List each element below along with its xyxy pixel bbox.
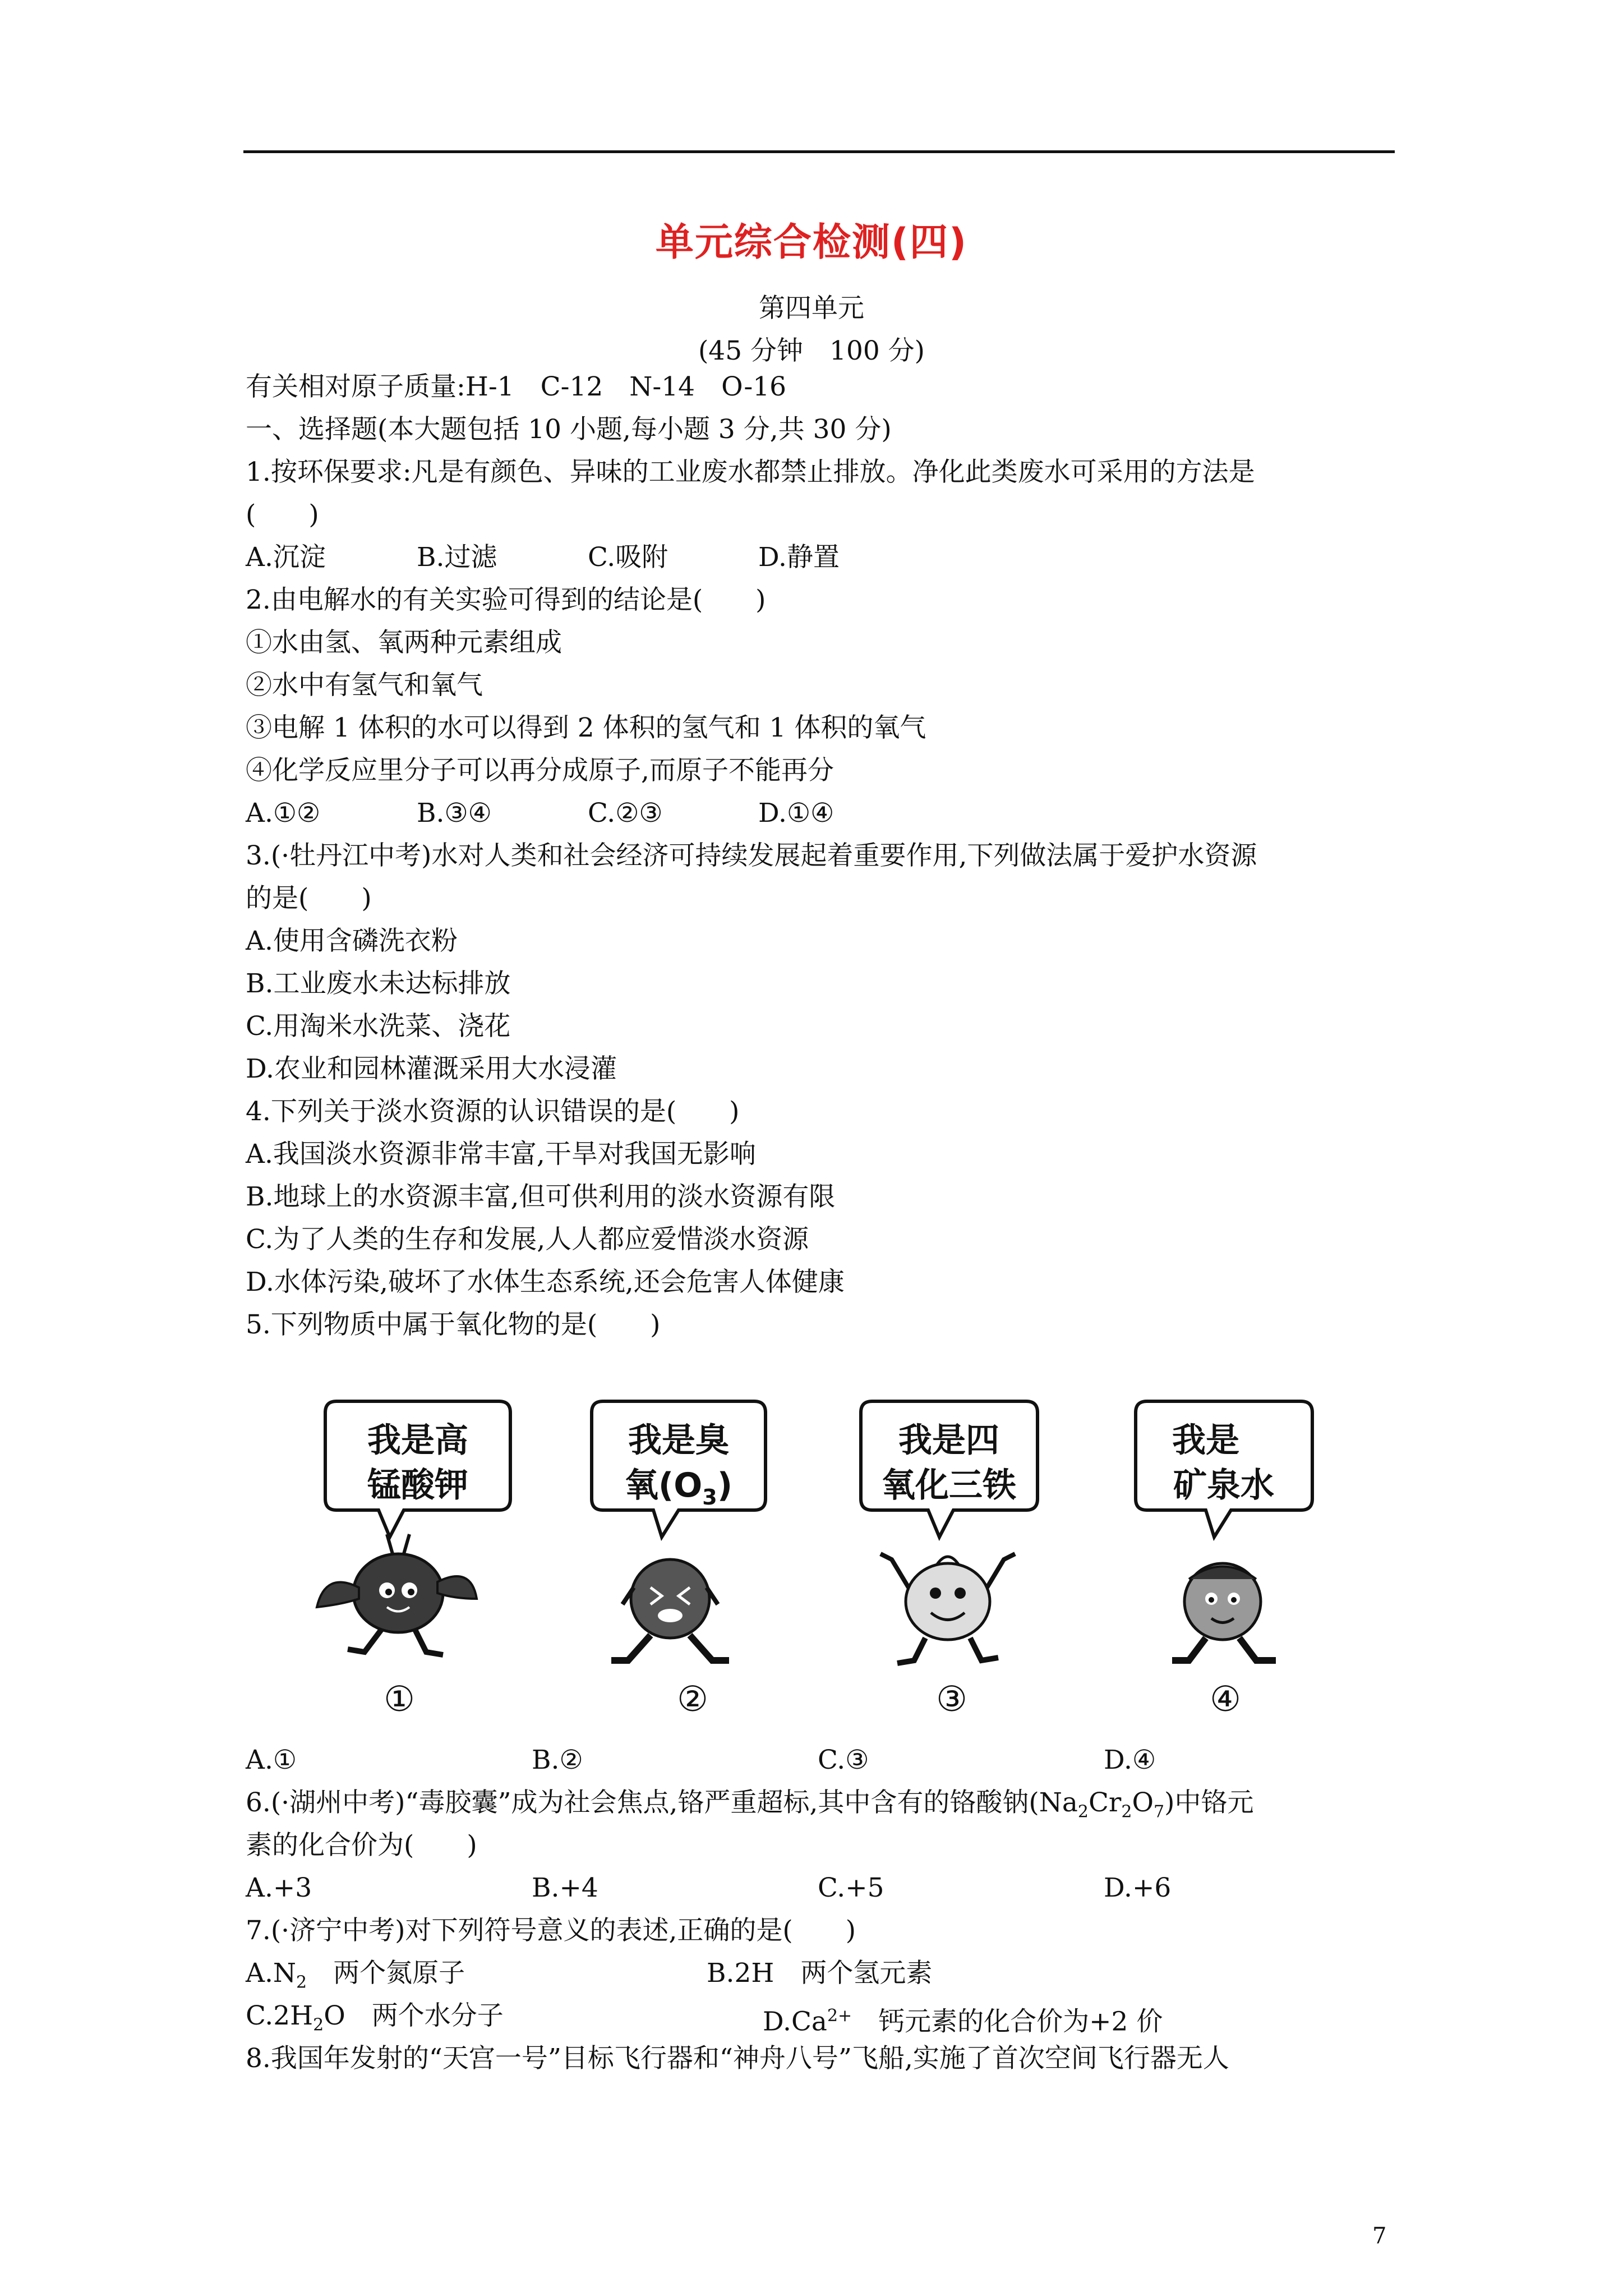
figure-label-1: ① — [384, 1678, 415, 1719]
q6-stem-line1: 6.(·湖州中考)“毒胶囊”成为社会焦点,铬严重超标,其中含有的铬酸钠$(Na_2Cr_2O_7)$中铬元 — [246, 1787, 1254, 1822]
bubble-3-line2: 氧化三铁 — [882, 1466, 1016, 1505]
section-heading: 一、选择题(本大题包括 10 小题,每小题 3 分,共 30 分) — [246, 414, 892, 445]
q2-statement-3: ③电解 1 体积的水可以得到 2 体积的氢气和 1 体积的氧气 — [246, 712, 926, 743]
bubble-3-line1: 我是四 — [898, 1421, 999, 1460]
unit-label: 第四单元 — [759, 293, 864, 324]
q5-option-b: B.② — [532, 1745, 583, 1775]
q3-stem-line1: 3.(·牡丹江中考)水对人类和社会经济可持续发展起着重要作用,下列做法属于爱护水资源 — [246, 840, 1257, 871]
q7-option-b: B.2H 两个氢元素 — [707, 1958, 933, 1989]
q6-option-c: C.+5 — [818, 1872, 884, 1903]
q4-option-b: B.地球上的水资源丰富,但可供利用的淡水资源有限 — [246, 1181, 836, 1212]
q6-option-b: B.+4 — [532, 1872, 598, 1903]
q5-option-c: C.③ — [818, 1745, 869, 1775]
q1-blank: ( ) — [246, 499, 319, 530]
q5-option-d: D.④ — [1104, 1745, 1156, 1775]
q3-option-d: D.农业和园林灌溉采用大水浸灌 — [246, 1053, 617, 1084]
q6-option-d: D.+6 — [1104, 1872, 1172, 1903]
bubble-4-line2: 矿泉水 — [1173, 1466, 1274, 1505]
q1-option-d: D.静置 — [758, 542, 840, 573]
figure-label-4: ④ — [1210, 1678, 1241, 1719]
q8-stem: 8.我国年发射的“天宫一号”目标飞行器和“神舟八号”飞船,实施了首次空间飞行器无人 — [246, 2043, 1229, 2074]
character-1-icon — [317, 1534, 477, 1655]
character-4-icon — [1172, 1563, 1276, 1660]
q3-option-a: A.使用含磷洗衣粉 — [246, 926, 458, 956]
q2-option-a: A.①② — [246, 798, 321, 829]
q7-option-c: $C.2H_2O$ 两个水分子 — [246, 2000, 504, 2035]
bubble-2-line2: 氧$(O_3)$ — [624, 1466, 733, 1510]
bubble-1-line2: 锰酸钾 — [367, 1466, 468, 1505]
q4-option-c: C.为了人类的生存和发展,人人都应爱惜淡水资源 — [246, 1224, 809, 1255]
bubble-4-line1: 我是 — [1172, 1421, 1239, 1460]
q7-option-a: $A.N_2$ 两个氮原子 — [246, 1958, 465, 1993]
q2-option-b: B.③④ — [417, 798, 492, 829]
q2-statement-4: ④化学反应里分子可以再分成原子,而原子不能再分 — [246, 755, 834, 786]
q3-stem-line2: 的是( ) — [246, 883, 372, 914]
q3-option-c: C.用淘米水洗菜、浇花 — [246, 1011, 511, 1042]
q1-stem: 1.按环保要求:凡是有颜色、异味的工业废水都禁止排放。净化此类废水可采用的方法是 — [246, 457, 1255, 487]
q1-option-a: A.沉淀 — [246, 542, 326, 573]
figure-label-3: ③ — [936, 1678, 967, 1719]
page-title: 单元综合检测(四) — [655, 220, 968, 265]
bubble-2-line1: 我是臭 — [628, 1421, 729, 1460]
q4-option-d: D.水体污染,破坏了水体生态系统,还会危害人体健康 — [246, 1267, 845, 1297]
q2-stem: 2.由电解水的有关实验可得到的结论是( ) — [246, 585, 766, 615]
q7-stem: 7.(·济宁中考)对下列符号意义的表述,正确的是( ) — [246, 1915, 856, 1946]
q3-option-b: B.工业废水未达标排放 — [246, 968, 511, 999]
q5-stem: 5.下列物质中属于氧化物的是( ) — [246, 1309, 661, 1340]
q2-option-d: D.①④ — [758, 798, 834, 829]
q7-option-d: $D.Ca^{2+}$ 钙元素的化合价为+2 价 — [763, 2006, 1163, 2037]
page-number: 7 — [1372, 2223, 1387, 2249]
character-2-icon — [611, 1559, 729, 1660]
q6-stem-line2: 素的化合价为( ) — [246, 1830, 477, 1861]
q2-statement-1: ①水由氢、氧两种元素组成 — [246, 627, 562, 658]
q5-option-a: A.① — [246, 1745, 297, 1775]
atomic-masses: 有关相对原子质量:H-1 C-12 N-14 O-16 — [246, 371, 787, 402]
q2-statement-2: ②水中有氢气和氧气 — [246, 670, 483, 701]
q4-option-a: A.我国淡水资源非常丰富,干旱对我国无影响 — [246, 1139, 756, 1170]
figure-label-2: ② — [677, 1678, 708, 1719]
q4-stem: 4.下列关于淡水资源的认识错误的是( ) — [246, 1096, 740, 1127]
q6-option-a: A.+3 — [246, 1872, 312, 1903]
q1-option-b: B.过滤 — [417, 542, 497, 573]
bubble-1-line1: 我是高 — [367, 1421, 468, 1460]
q2-option-c: C.②③ — [588, 798, 663, 829]
time-score: (45 分钟 100 分) — [698, 335, 925, 366]
character-3-icon — [880, 1554, 1015, 1663]
q1-option-c: C.吸附 — [588, 542, 668, 573]
